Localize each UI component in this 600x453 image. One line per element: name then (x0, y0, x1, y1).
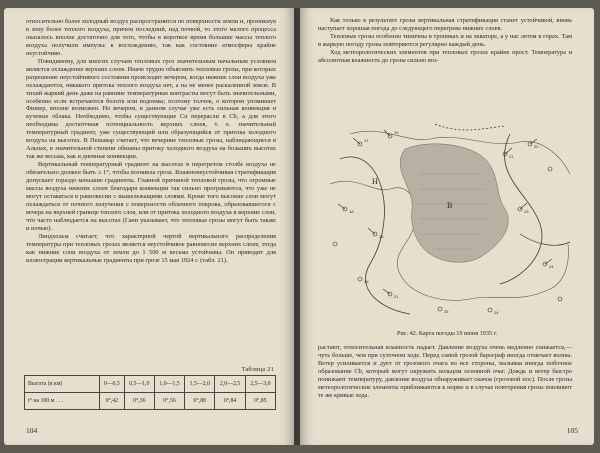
weather-map-figure (320, 114, 574, 326)
right-paragraph: Как только в результате грозы вертикальная стратификация станет устойчивой, вновь наступает хорошая погода до следующего перегрева нижних слоев. (318, 17, 572, 32)
left-text-column (26, 18, 276, 265)
right-text-top (318, 17, 572, 65)
svg-text:19: 19 (394, 130, 399, 135)
right-page (300, 8, 594, 445)
table-cell: 0°,36 (124, 393, 154, 410)
table-caption: Таблица 21 (241, 366, 274, 373)
left-page (4, 8, 294, 445)
svg-text:17: 17 (364, 138, 369, 143)
right-paragraph: Ход метеорологических элементов при тепловых грозах крайне прост. Температура и абсолютная влажность до грозы сильно воз- (318, 48, 572, 64)
table-row (25, 376, 276, 393)
gradient-table (24, 375, 276, 410)
svg-text:18: 18 (349, 209, 354, 214)
map-label-b: В (447, 201, 453, 210)
left-paragraph: Линдхольм считает, что характерной чертой вертикального распределения температуры при тепловых грозах является неустойчивое равновесие верхних слоев, тогда как нижние слои воздуха от земли до 1 500 м весьма устойчивы. Он приводит для иллюстрации вертикальные градиенты при грозе 15 мая 1924 г. (табл. 21). (26, 232, 276, 264)
right-text-bottom (318, 344, 572, 400)
table-row-label: t° на 100 м . . . (25, 393, 100, 410)
table-cell: 0°,85 (245, 393, 275, 410)
left-paragraph: Вертикальный температурный градиент на высотах в перегретом столбе воздуха не обязательно должен быть ≥ 1°, чтобы возникла гроза. Влажнонеустойчивая стратификация допускает гораздо меньшие градиенты. Главной причиной тепловой грозы, что огромные массы воздуха нижних слоев благодаря конвекции так сильно прогреваются, что уже не могут оставаться в равновесии с вышележащими слоями. Кроме того высокие слои могут охлаждаться от ночного излучения с поверхности облачного покрова, образовавшегося с вечера на верхней границе теплого слоя, или от притока холодного воздуха в верхние слои, что часто наблюдается на высотах (Ганн указывает, что тепловые грозы могут быть также и ночью). (26, 161, 276, 232)
svg-text:24: 24 (549, 264, 554, 269)
right-paragraph: Тепловые грозы особенно типичны в тропиках и на экваторе, а у нас летом в горах. Там в жаркую погоду грозы повторяются регулярно каждый день. (318, 32, 572, 48)
table-cell: 2,0—2,5 (215, 376, 245, 393)
left-paragraph: Повидимому, для многих случаев тепловых гроз значительным начальным условием является охлаждение верхних слоев. Иначе трудно объяснить тепловые грозы, при которых разрешение неустойчивого состояния происходит вечером, когда нижние слои воздуха уже охлаждаются, никакого притока теплого воздуха нет, а на не менее раскаленной земле. В тихий жаркий день даже на равнине температурные контрасты могут быть значительными, особенно если встречаются болота или водоемы; поэтому толчок, о котором упоминает Фишер, вполне возможен. Но вечером, в данном случае уже есть сильная конвекция и кучевые облака. Необходимо, чтобы существующие Cu перерасли в Cb, а для этого необходима достаточная потенциальность верхних слоев, т. е. значительный температурный градиент, уже существующий или образующийся от притока холодного воздуха на высотах. В Пешавар считает, что вечерние тепловые грозы, наблюдающиеся в Альпах, в значительной степени обязаны притоку холодного воздуха на больших высотах так же весьма, как и дневные конвекции. (26, 57, 276, 161)
left-paragraph: относительно более холодный воздух распространится по поверхности земли и, проникнув в зону более теплого воздуха, причем последний, над почвой, то этого малого процесса оказалось вполне достаточно для того, чтобы в короткое время большие массы теплого воздуха получили импульс к восхождению, так как состояние атмосферы крайне неустойчиво. (26, 18, 276, 57)
table-cell: 2,5—3,0 (245, 376, 275, 393)
map-label-h: Н (372, 177, 378, 186)
figure-caption: Рис. 42. Карта погоды 19 июня 1935 г. (397, 330, 497, 337)
weather-map-image (320, 114, 574, 326)
svg-text:21: 21 (394, 294, 399, 299)
table-cell: 1,5—2,0 (185, 376, 215, 393)
table-cell: 0°,42 (100, 393, 125, 410)
right-paragraph: растают, относительная влажность падает. Давление воздуха очень медленно снижается,—чуть больше, чем при суточном ходе. Перед самой грозой барограф иногда отмечает волны. Ветер усиливается и дует от грозового очага во все стороны, вызывая иногда побочное образование Cb, который могут окружить кольцом основной очаг. Дождь и ветер быстро понижают температуру, давление воздуха обнаруживает скачок (грозовой нос). После грозы метеорологические элементы приближаются к норме и в случае повторения грозы повлияют те же кривые хода. (318, 344, 572, 399)
svg-text:21: 21 (509, 154, 514, 159)
table-cell: 0°,56 (154, 393, 184, 410)
page-number: 105 (566, 426, 578, 435)
svg-text:23: 23 (524, 209, 529, 214)
svg-text:24: 24 (494, 310, 499, 315)
table-cell: 0,5—1,0 (124, 376, 154, 393)
table-row-label: Высота (в км) (25, 376, 100, 393)
table-cell: 1,0—1,5 (154, 376, 184, 393)
page-number: 104 (26, 426, 38, 435)
svg-text:20: 20 (379, 234, 384, 239)
svg-text:19: 19 (364, 279, 369, 284)
svg-text:22: 22 (534, 144, 539, 149)
svg-text:25: 25 (444, 309, 449, 314)
table-cell: 0°,84 (215, 393, 245, 410)
table-cell: 0—0,5 (100, 376, 125, 393)
table-row (25, 393, 276, 410)
table-cell: 0°,88 (185, 393, 215, 410)
